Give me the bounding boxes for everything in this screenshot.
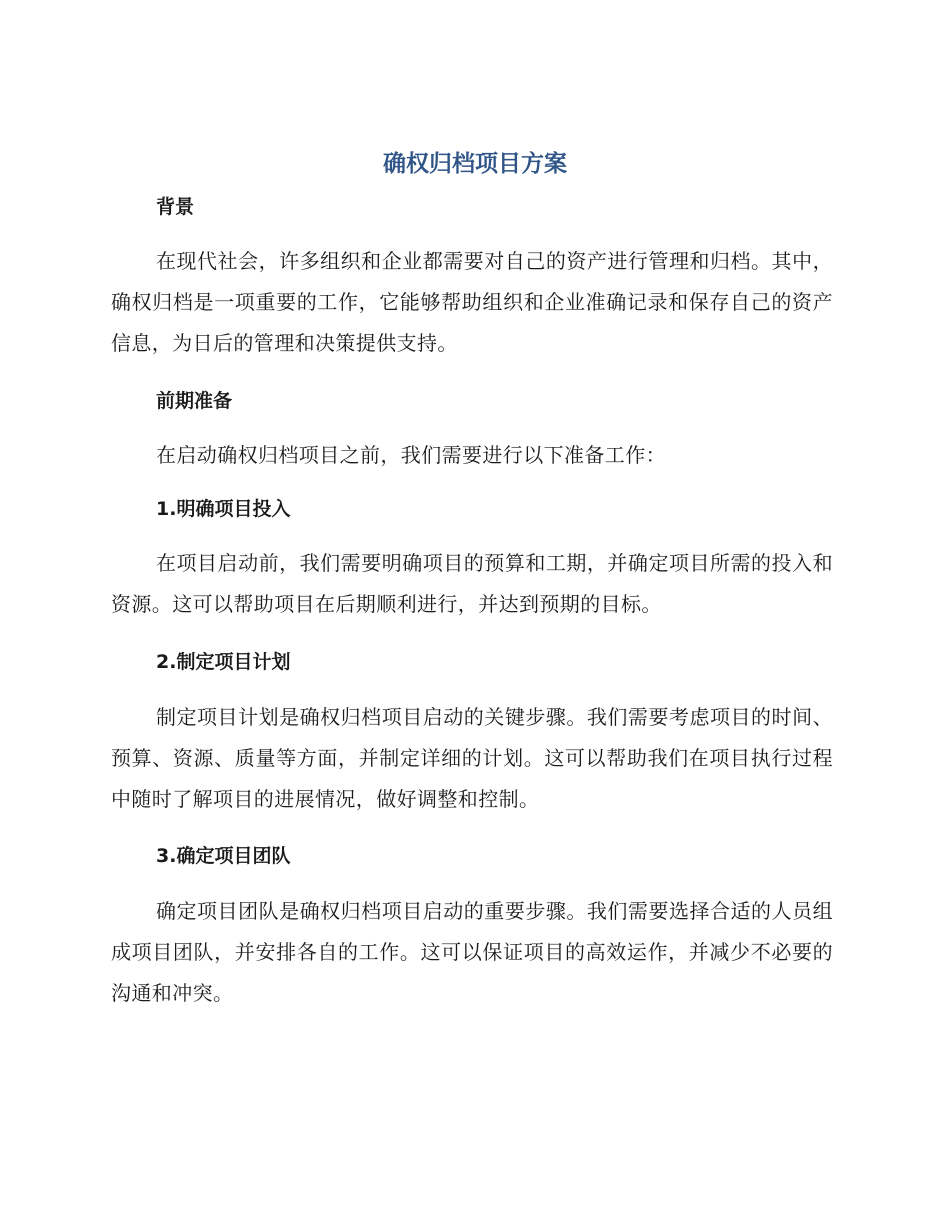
section-heading-preparation: 前期准备 bbox=[156, 390, 233, 412]
section-heading-background: 背景 bbox=[156, 196, 195, 218]
paragraph-project-input: 在项目启动前，我们需要明确项目的预算和工期，并确定项目所需的投入和资源。这可以帮助项目在后期顺利进行，并达到预期的目标。 bbox=[111, 551, 833, 616]
paragraph-preparation: 在启动确权归档项目之前，我们需要进行以下准备工作： bbox=[156, 443, 666, 467]
section-heading-project-input: 1.明确项目投入 bbox=[156, 498, 291, 520]
paragraph-background: 在现代社会，许多组织和企业都需要对自己的资产进行管理和归档。其中，确权归档是一项重要的工作，它能够帮助组织和企业准确记录和保存自己的资产信息，为日后的管理和决策提供支持。 bbox=[111, 249, 833, 355]
document-title: 确权归档项目方案 bbox=[383, 151, 567, 177]
paragraph-project-plan: 制定项目计划是确权归档项目启动的关键步骤。我们需要考虑项目的时间、预算、资源、质量等方面，并制定详细的计划。这可以帮助我们在项目执行过程中随时了解项目的进展情况，做好调整和控制。 bbox=[111, 705, 833, 811]
section-heading-project-team: 3.确定项目团队 bbox=[156, 845, 291, 867]
section-heading-project-plan: 2.制定项目计划 bbox=[156, 651, 291, 673]
paragraph-project-team: 确定项目团队是确权归档项目启动的重要步骤。我们需要选择合适的人员组成项目团队，并安排各自的工作。这可以保证项目的高效运作，并减少不必要的沟通和冲突。 bbox=[111, 899, 833, 1005]
